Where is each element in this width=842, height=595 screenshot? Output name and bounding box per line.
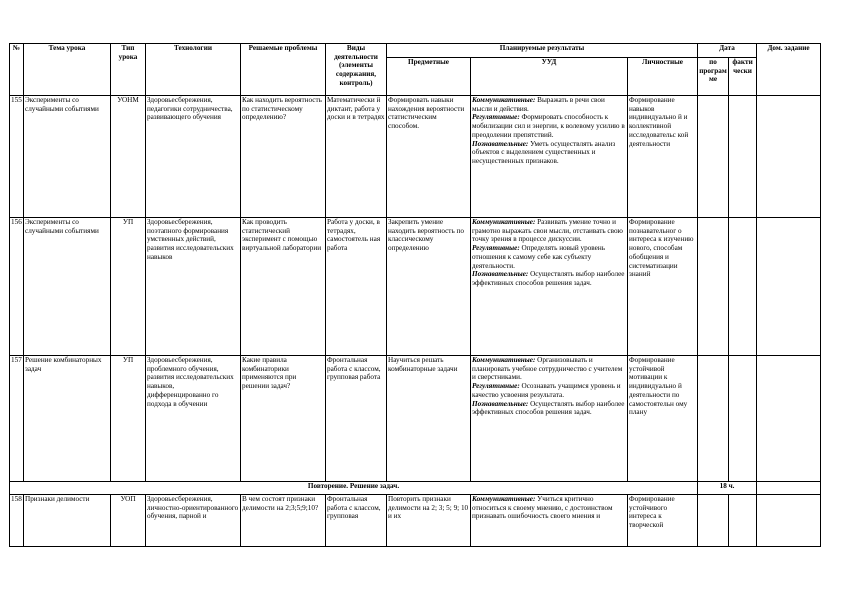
header-problems: Решаемые проблемы (241, 44, 326, 96)
row-date-program (698, 218, 729, 356)
table-row (10, 218, 821, 356)
header-uud: УУД (471, 58, 628, 96)
row-tech: Здоровьесбережения, педагогики сотрудничества, развивающего обучения (146, 96, 241, 218)
row-date-actual (729, 356, 757, 482)
uud-regulative: Регулятивные: Осознавать учащимся уровень и качество усвоения результата. (472, 382, 621, 399)
row-date-actual (729, 96, 757, 218)
row-tech: Здоровьесбережения, поэтапного формирования умственных действий, развития исследовательских навыков (146, 218, 241, 356)
row-activity: Работа у доски, в тетрадях, самостоятель ная работа (326, 218, 387, 356)
header-topic: Тема урока (24, 44, 111, 96)
row-type: УОП (111, 495, 146, 547)
row-date-program (698, 96, 729, 218)
header-actual: факти чески (729, 58, 757, 96)
uud-regulative: Регулятивные: Формировать способность к мобилизации сил и энергии, к волевому усилию в преодолении препятствий. (472, 113, 625, 139)
row-activity: Фронтальная работа с классом, групповая (326, 495, 387, 547)
uud-cognitive: Познавательные: Осуществлять выбор наиболее эффективных способов решения задач. (472, 270, 625, 287)
section-homework (757, 482, 821, 495)
row-type: УП (111, 218, 146, 356)
row-topic: Признаки делимости (24, 495, 111, 547)
header-date: Дата (698, 44, 757, 58)
row-subject: Закрепить умение находить вероятность по классическому определению (387, 218, 471, 356)
row-problem: Как находить вероятность по статистическому определению? (241, 96, 326, 218)
section-title: Повторение. Решение задач. (10, 482, 698, 495)
row-activity: Математически й диктант, работа у доски и в тетрадях (326, 96, 387, 218)
header-activities: Виды деятельности (элементы содержания, контроль) (326, 44, 387, 96)
row-personal: Формирование навыков индивидуально й и коллективной исследовательс кой деятельности (628, 96, 698, 218)
uud-communicative: Коммуникативные: Развивать умение точно и грамотно выражать свои мысли, отстаивать свою точку зрения в процессе дискуссии. (472, 218, 623, 244)
row-type: УОНМ (111, 96, 146, 218)
row-uud (471, 495, 628, 547)
row-activity: Фронтальная работа с классом, групповая работа (326, 356, 387, 482)
header-homework: Дом. задание (757, 44, 821, 96)
header-planned-results: Планируемые результаты (387, 44, 698, 58)
row-homework (757, 218, 821, 356)
row-personal: Формирование устойчивой мотивации к индивидуально й деятельности по самостоятельн ому плану (628, 356, 698, 482)
table-row (10, 356, 821, 482)
lesson-plan-table (9, 43, 821, 547)
row-num: 156 (10, 218, 24, 356)
row-homework (757, 495, 821, 547)
row-subject: Повторить признаки делимости на 2; 3; 5; 9; 10 и их (387, 495, 471, 547)
row-tech: Здоровьесбережения, личностно-ориентированного обучения, парной и (146, 495, 241, 547)
row-homework (757, 356, 821, 482)
row-topic: Эксперименты со случайными событиями (24, 218, 111, 356)
row-uud (471, 96, 628, 218)
row-date-program (698, 495, 729, 547)
row-homework (757, 96, 821, 218)
row-topic: Решение комбинаторных задач (24, 356, 111, 482)
uud-communicative: Коммуникативные: Организовывать и планировать учебное сотрудничество с учителем и сверстниками. (472, 356, 623, 382)
table-row (10, 96, 821, 218)
row-date-actual (729, 218, 757, 356)
row-personal: Формирование устойчивого интереса к творческой (628, 495, 698, 547)
row-subject: Формировать навыки нахождения вероятности статистическим способом. (387, 96, 471, 218)
header-technologies: Технологии (146, 44, 241, 96)
row-topic: Эксперименты со случайными событиями (24, 96, 111, 218)
table-row (10, 495, 821, 547)
uud-cognitive: Познавательные: Уметь осуществлять анализ объектов с выделением существенных и несущественных признаков. (472, 139, 616, 165)
row-type: УП (111, 356, 146, 482)
row-subject: Научиться решать комбинаторные задачи (387, 356, 471, 482)
row-date-actual (729, 495, 757, 547)
header-row-1 (10, 44, 821, 58)
header-by-program: по програм ме (698, 58, 729, 96)
row-tech: Здоровьесбережения, проблемного обучения, развития исследовательских навыков, дифференцированно го подхода в обучении (146, 356, 241, 482)
header-personal: Личностные (628, 58, 698, 96)
uud-cognitive: Познавательные: Осуществлять выбор наиболее эффективных способов решения задач. (472, 399, 625, 417)
row-problem: В чем состоят признаки делимости на 2;3;5;9;10? (241, 495, 326, 547)
header-lesson-type: Тип урока (111, 44, 146, 96)
row-uud (471, 356, 628, 482)
row-date-program (698, 356, 729, 482)
section-row (10, 482, 821, 495)
row-problem: Как проводить статистический эксперимент с помощью виртуальной лаборатории (241, 218, 326, 356)
uud-communicative: Коммуникативные: Учиться критично относиться к своему мнению, с достоинством признавать ошибочность своего мнения и (472, 495, 613, 521)
header-num: № (10, 44, 24, 96)
row-num: 157 (10, 356, 24, 482)
row-personal: Формирование познавательног о интереса к изучению нового, способам обобщения и систематизации знаний (628, 218, 698, 356)
row-problem: Какие правила комбинаторики применяются при решении задач? (241, 356, 326, 482)
row-uud (471, 218, 628, 356)
section-hours: 18 ч. (698, 482, 757, 495)
uud-communicative: Коммуникативные: Выражать в речи свои мысли и действия. (472, 96, 605, 113)
row-num: 158 (10, 495, 24, 547)
header-subject: Предметные (387, 58, 471, 96)
row-num: 155 (10, 96, 24, 218)
uud-regulative: Регулятивные: Определять новый уровень отношения к самому себе как субъекту деятельности. (472, 244, 605, 270)
